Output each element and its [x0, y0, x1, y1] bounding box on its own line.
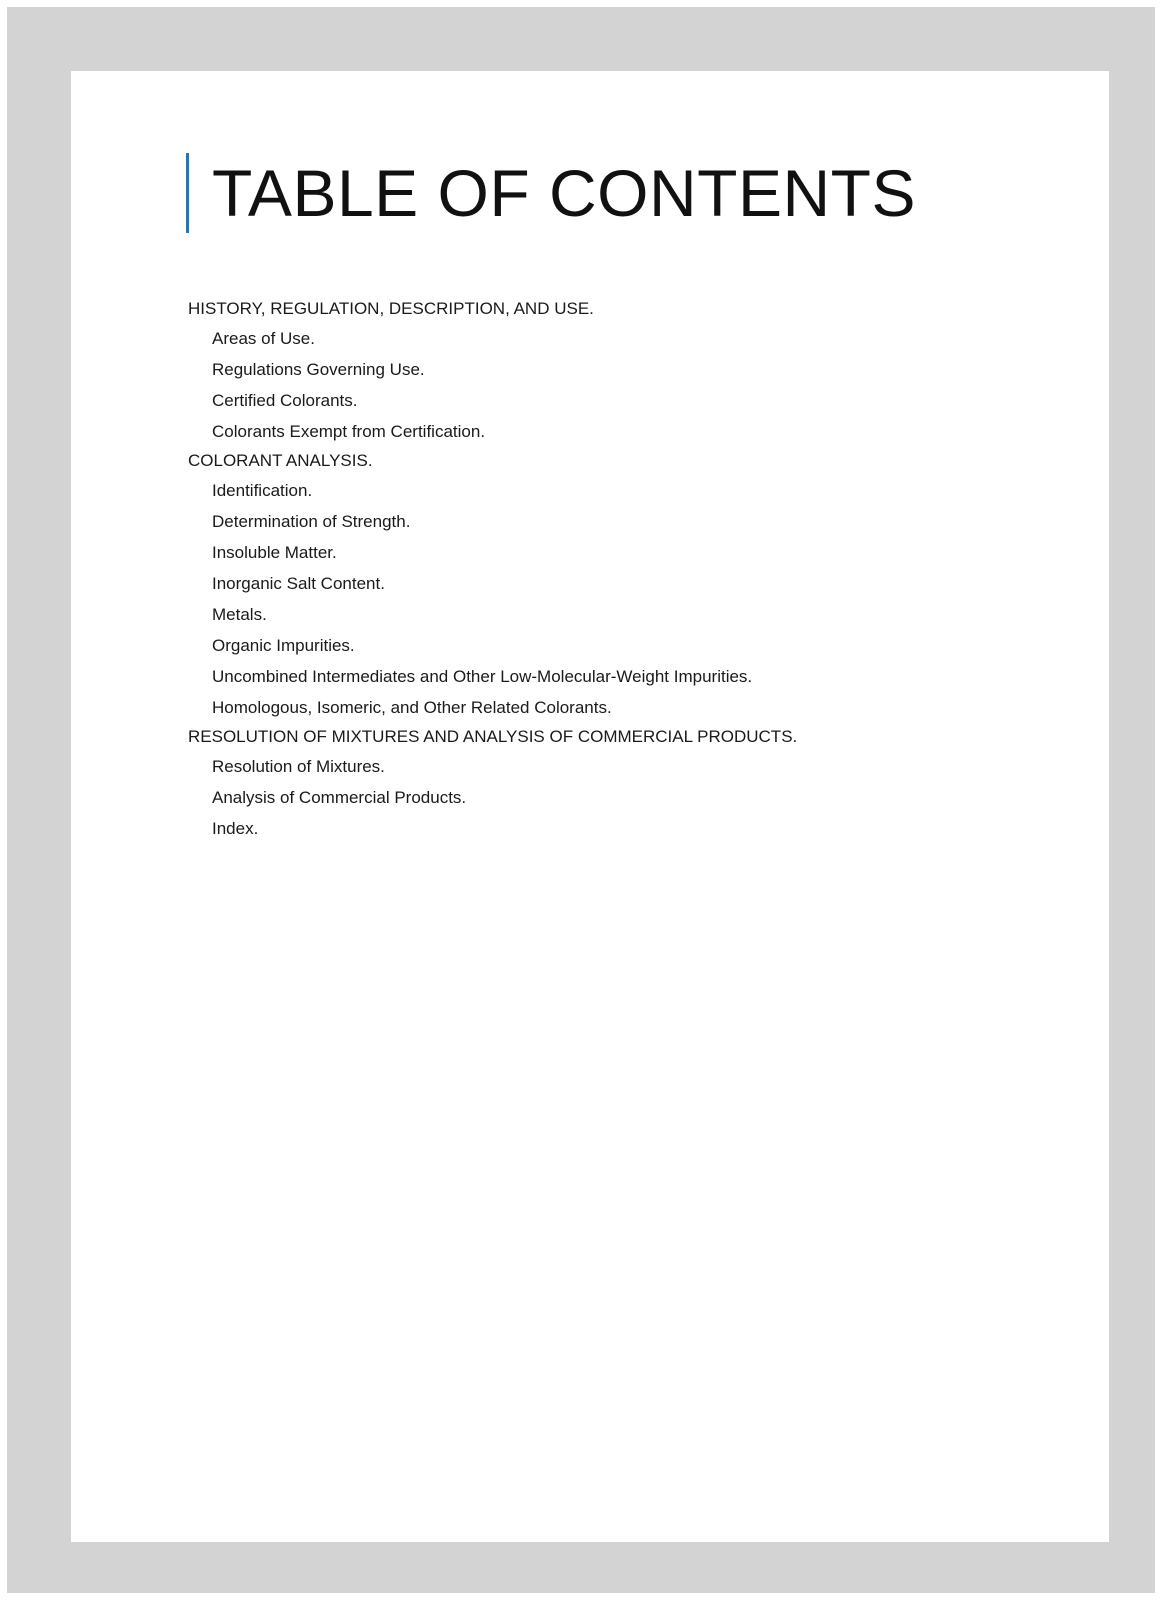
toc-entry[interactable]: Resolution of Mixtures. [212, 757, 385, 776]
toc-entry[interactable]: Determination of Strength. [212, 512, 411, 531]
toc-entry[interactable]: Certified Colorants. [212, 391, 358, 410]
toc-entry[interactable]: Inorganic Salt Content. [212, 574, 385, 593]
toc-sub-list [188, 751, 1048, 844]
toc-section [188, 295, 1048, 447]
toc-entry[interactable]: Metals. [212, 605, 267, 624]
title-block [186, 153, 916, 233]
toc-section-title[interactable]: HISTORY, REGULATION, DESCRIPTION, AND USE. [188, 299, 594, 318]
toc-entry[interactable]: Areas of Use. [212, 329, 315, 348]
toc-section [188, 447, 1048, 723]
toc-entry[interactable]: Uncombined Intermediates and Other Low-Molecular-Weight Impurities. [212, 667, 753, 686]
toc-entry[interactable]: Colorants Exempt from Certification. [212, 422, 486, 441]
toc-sub-list [188, 475, 1048, 723]
document-page [71, 71, 1109, 1542]
toc-entry[interactable]: Identification. [212, 481, 313, 500]
title-accent-bar [186, 153, 189, 233]
toc-sub-list [188, 323, 1048, 447]
toc-section-title[interactable]: RESOLUTION OF MIXTURES AND ANALYSIS OF COMMERCIAL PRODUCTS. [188, 727, 798, 746]
toc-list [188, 295, 1048, 844]
toc-entry[interactable]: Analysis of Commercial Products. [212, 788, 467, 807]
toc-entry[interactable]: Organic Impurities. [212, 636, 355, 655]
page-title: TABLE OF CONTENTS [212, 156, 917, 230]
toc-section-title[interactable]: COLORANT ANALYSIS. [188, 451, 373, 470]
toc-entry[interactable]: Regulations Governing Use. [212, 360, 425, 379]
toc-entry[interactable]: Insoluble Matter. [212, 543, 337, 562]
page-frame [7, 7, 1155, 1593]
toc-entry[interactable]: Homologous, Isomeric, and Other Related Colorants. [212, 698, 612, 717]
toc-section [188, 723, 1048, 844]
toc-entry[interactable]: Index. [212, 819, 259, 838]
